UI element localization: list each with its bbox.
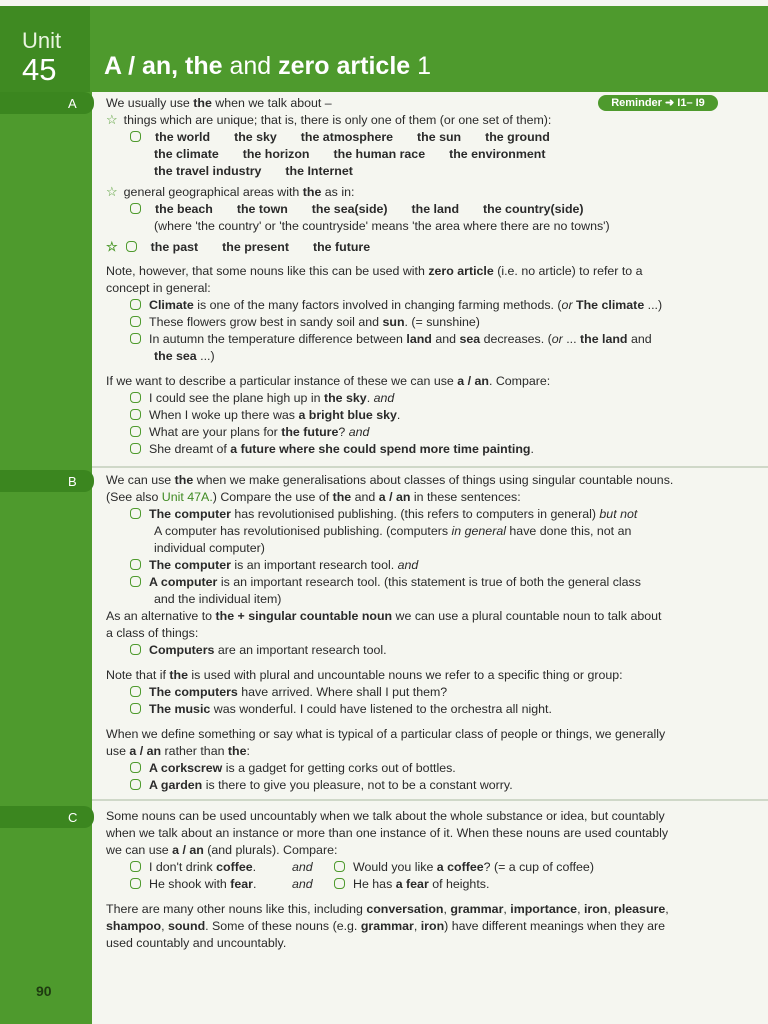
section-divider bbox=[92, 466, 768, 468]
example-line: A garden is there to give you pleasure, not to be a constant worry. bbox=[130, 777, 513, 793]
bullet-icon bbox=[130, 443, 141, 454]
example-line: Climate is one of the many factors involved in changing farming methods. (or The climate ...) bbox=[130, 297, 662, 313]
geo-terms-row: the beach the town the sea(side) the land the country(side) bbox=[130, 201, 608, 217]
sidebar bbox=[0, 92, 92, 1024]
star-icon: ☆ bbox=[106, 184, 118, 199]
unit-reference-link[interactable]: Unit 47A. bbox=[161, 490, 213, 504]
example-line: I don't drink coffee. bbox=[130, 859, 256, 875]
bullet-icon bbox=[126, 241, 137, 252]
section-b-line: a class of things: bbox=[106, 626, 199, 640]
example-line: These flowers grow best in sandy soil and sun. (= sunshine) bbox=[130, 314, 480, 330]
section-c-line: shampoo, sound. Some of these nouns (e.g. grammar, iron) have different meanings when they are bbox=[106, 919, 666, 933]
bullet-icon bbox=[130, 333, 141, 344]
section-b-line: When we define something or say what is typical of a particular class of people or things, we generally bbox=[106, 727, 666, 741]
section-b-line: use a / an rather than the: bbox=[106, 744, 250, 758]
bullet-icon bbox=[130, 644, 141, 655]
geo-note: (where 'the country' or 'the countryside' means 'the area where there are no towns') bbox=[154, 219, 610, 233]
star-icon: ☆ bbox=[106, 239, 118, 254]
bullet-icon bbox=[130, 861, 141, 872]
note-line: Note, however, that some nouns like this can be used with zero article (i.e. no article) to refer to a bbox=[106, 264, 643, 278]
unit-badge bbox=[0, 6, 90, 92]
example-line: He has a fear of heights. bbox=[334, 876, 489, 892]
example-line: the sea ...) bbox=[154, 349, 215, 363]
example-line: Computers are an important research tool. bbox=[130, 642, 387, 658]
example-line: individual computer) bbox=[154, 541, 265, 555]
section-b-line: Note that if the is used with plural and uncountable nouns we refer to a specific thing or group: bbox=[106, 668, 623, 682]
bullet-icon bbox=[130, 203, 141, 214]
example-line: The computers have arrived. Where shall I put them? bbox=[130, 684, 447, 700]
section-tab-b: B bbox=[0, 470, 94, 492]
and-word: and bbox=[292, 860, 313, 874]
reminder-badge[interactable]: Reminder ➜ I1– I9 bbox=[598, 95, 718, 111]
section-c-line: when we talk about an instance or more than one instance of it. When these nouns are used countably bbox=[106, 826, 669, 840]
bullet-icon bbox=[130, 131, 141, 142]
bullet-icon bbox=[130, 576, 141, 587]
bullet-icon bbox=[130, 299, 141, 310]
bullet-icon bbox=[130, 316, 141, 327]
example-line: When I woke up there was a bright blue sky. bbox=[130, 407, 400, 423]
example-line: The music was wonderful. I could have listened to the orchestra all night. bbox=[130, 701, 552, 717]
example-line: What are your plans for the future? and bbox=[130, 424, 369, 440]
unit-title: A / an, the and zero article 1 bbox=[104, 52, 432, 80]
section-tab-c: C bbox=[0, 806, 94, 828]
section-a-bullet: ☆ things which are unique; that is, there is only one of them (or one set of them): bbox=[106, 112, 552, 127]
example-line: A computer is an important research tool. (this statement is true of both the general class bbox=[130, 574, 641, 590]
bullet-icon bbox=[130, 508, 141, 519]
bullet-icon bbox=[130, 559, 141, 570]
example-line: The computer has revolutionised publishing. (this refers to computers in general) but not bbox=[130, 506, 637, 522]
bullet-icon bbox=[130, 392, 141, 403]
example-line: I could see the plane high up in the sky. and bbox=[130, 390, 394, 406]
section-tab-a: A bbox=[0, 92, 94, 114]
example-line: The computer is an important research tool. and bbox=[130, 557, 418, 573]
section-b-line: (See also Unit 47A.) Compare the use of the and a / an in these sentences: bbox=[106, 490, 521, 504]
example-line: She dreamt of a future where she could spend more time painting. bbox=[130, 441, 534, 457]
example-line: and the individual item) bbox=[154, 592, 282, 606]
unique-terms-row: the travel industry the Internet bbox=[154, 164, 353, 178]
section-c-line: Some nouns can be used uncountably when we talk about the whole substance or idea, but countably bbox=[106, 809, 665, 823]
unique-terms-row: the climate the horizon the human race the environment bbox=[154, 147, 546, 161]
bullet-icon bbox=[334, 861, 345, 872]
note-line: concept in general: bbox=[106, 281, 211, 295]
section-divider bbox=[92, 799, 768, 801]
example-line: He shook with fear. bbox=[130, 876, 256, 892]
time-terms-row: ☆ the past the present the future bbox=[106, 239, 371, 254]
section-b-line: As an alternative to the + singular countable noun we can use a plural countable noun to talk about bbox=[106, 609, 662, 623]
bullet-icon bbox=[130, 409, 141, 420]
bullet-icon bbox=[130, 779, 141, 790]
section-c-line: There are many other nouns like this, including conversation, grammar, importance, iron, pleasure, bbox=[106, 902, 669, 916]
bullet-icon bbox=[130, 703, 141, 714]
bullet-icon bbox=[130, 426, 141, 437]
section-c-line: used countably and uncountably. bbox=[106, 936, 287, 950]
example-line: Would you like a coffee? (= a cup of coffee) bbox=[334, 859, 594, 875]
unit-number: 45 bbox=[22, 52, 57, 87]
page-number: 90 bbox=[36, 983, 52, 999]
section-a-bullet: ☆ general geographical areas with the as in: bbox=[106, 184, 355, 199]
section-a-intro: We usually use the when we talk about – bbox=[106, 96, 332, 110]
example-line: A corkscrew is a gadget for getting corks out of bottles. bbox=[130, 760, 456, 776]
bullet-icon bbox=[130, 878, 141, 889]
star-icon: ☆ bbox=[106, 112, 118, 127]
bullet-icon bbox=[130, 686, 141, 697]
unit-label: Unit bbox=[22, 28, 62, 53]
section-c-line: we can use a / an (and plurals). Compare: bbox=[106, 843, 338, 857]
example-line: A computer has revolutionised publishing. (computers in general have done this, not an bbox=[154, 524, 632, 538]
and-word: and bbox=[292, 877, 313, 891]
bullet-icon bbox=[130, 762, 141, 773]
bullet-icon bbox=[334, 878, 345, 889]
unique-terms-row: the world the sky the atmosphere the sun the ground bbox=[130, 129, 574, 145]
example-line: In autumn the temperature difference between land and sea decreases. (or ... the land and bbox=[130, 331, 652, 347]
compare-line: If we want to describe a particular instance of these we can use a / an. Compare: bbox=[106, 374, 551, 388]
section-b-line: We can use the when we make generalisations about classes of things using singular countable nouns. bbox=[106, 473, 674, 487]
